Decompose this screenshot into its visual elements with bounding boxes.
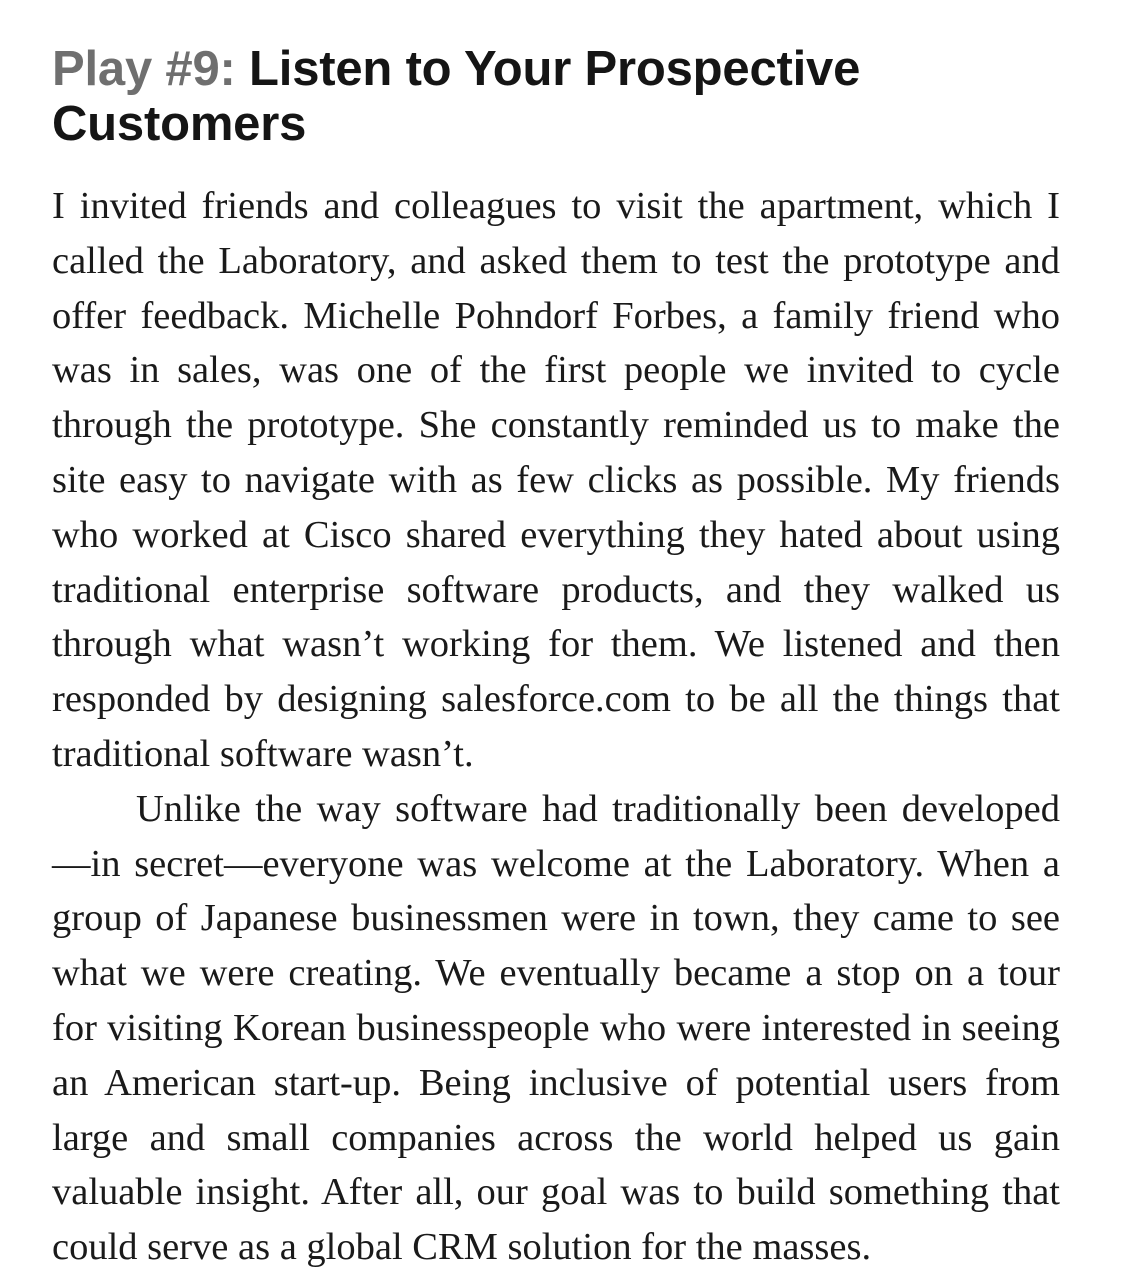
paragraph-2: Unlike the way software had traditionally been developed—in secret—everyone was welcome at the Laboratory. When a group of Japanese businessmen were in town, they came to see what we were creating. We eventually became a stop on a tour for visiting Korean businesspeople who were interested in seeing an American start-up. Being inclusive of potential users from large and small companies across the world helped us gain valuable insight. After all, our goal was to build something that could serve as a global CRM solution for the masses. [52,787,1060,1269]
section-heading [52,42,1060,152]
paragraph-1: I invited friends and colleagues to visit the apartment, which I called the Laboratory, and asked them to test the prototype and offer feedback. Michelle Pohndorf Forbes, a family friend who was in sales, was one of the first people we invited to cycle through the prototype. She constantly reminded us to make the site easy to navigate with as few clicks as possible. My friends who worked at Cisco shared everything they hated about using traditional enterprise software products, and they walked us through what wasn’t working for them. We listened and then responded by designing salesforce.com to be all the things that traditional software wasn’t. [52,185,1060,775]
play-title: Listen to Your Prospective Customers [52,42,861,151]
play-number-label: Play #9: [52,42,236,96]
book-page [52,42,1060,1275]
